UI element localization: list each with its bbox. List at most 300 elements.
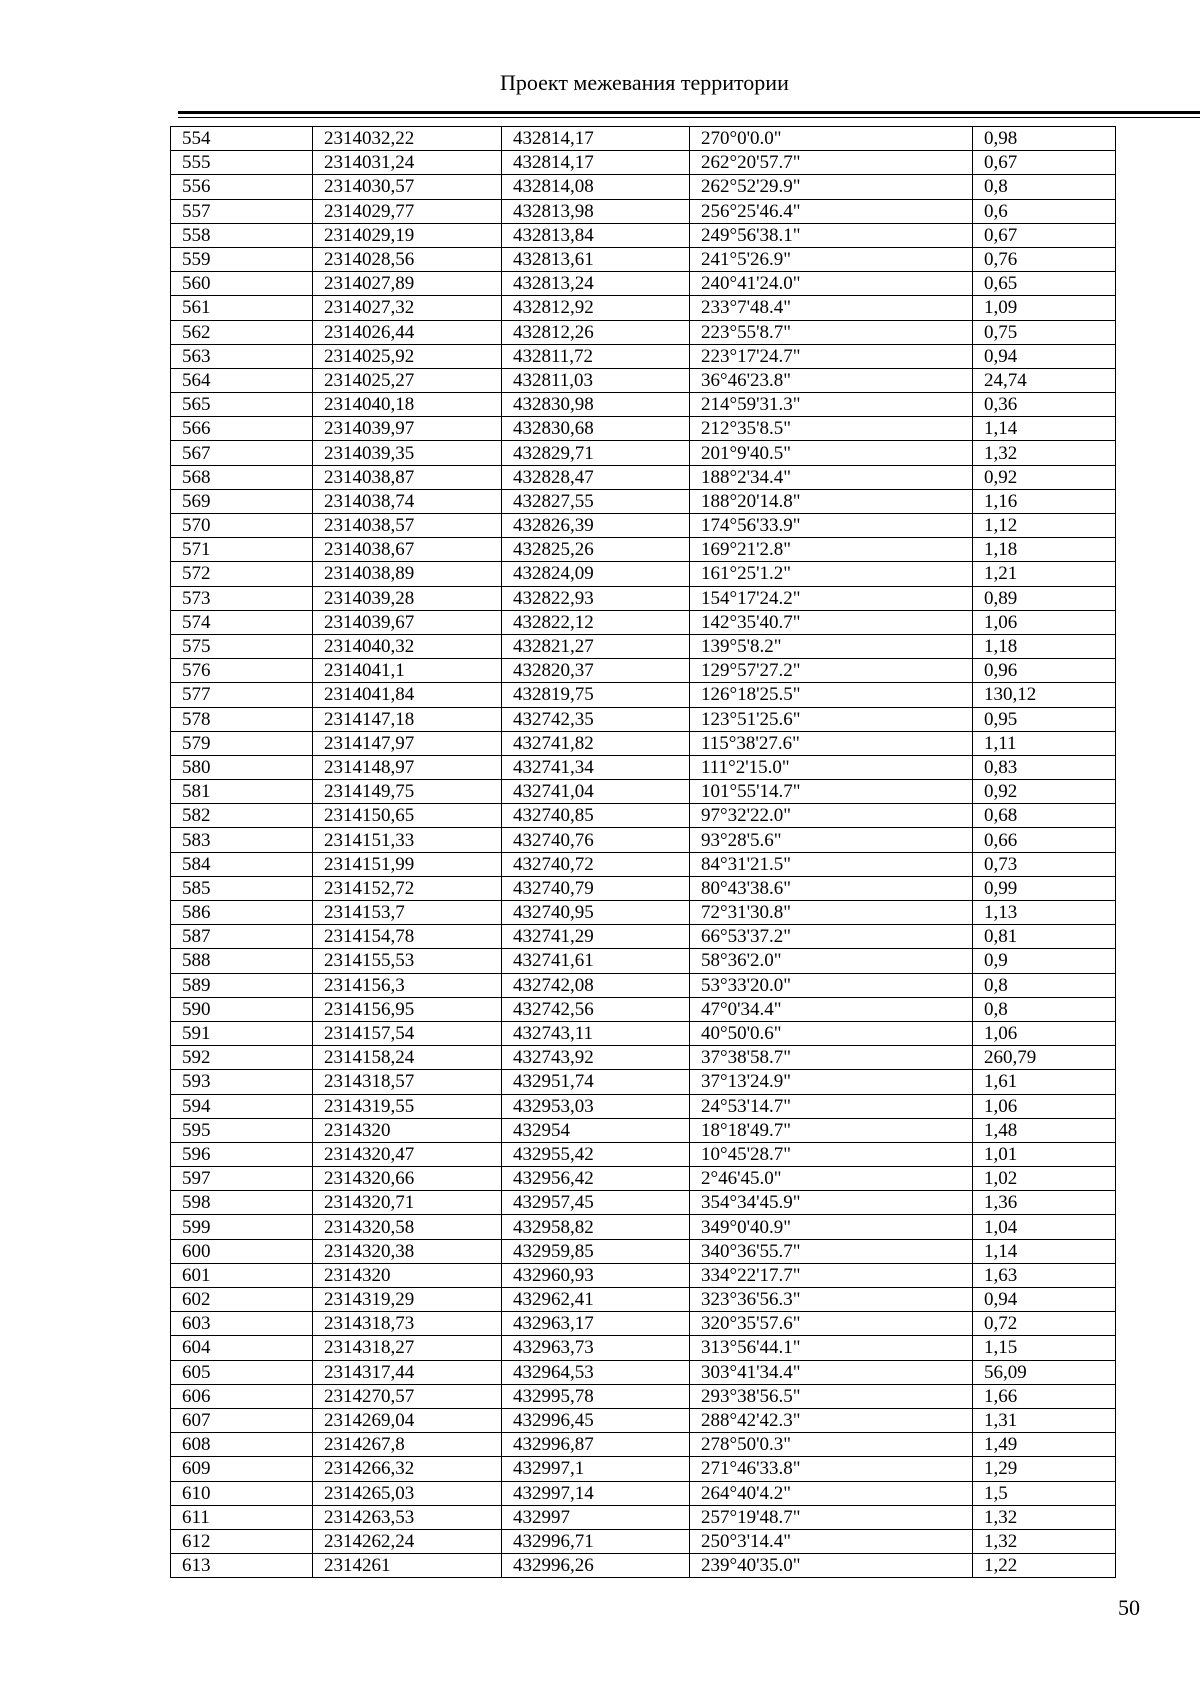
table-row [171,368,1116,392]
distance-cell: 130,12 [973,683,1116,707]
distance-cell: 1,11 [973,731,1116,755]
distance-cell: 56,09 [973,1360,1116,1384]
distance-cell: 0,94 [973,1288,1116,1312]
table-row [171,1529,1116,1553]
x-coordinate-cell: 2314032,22 [313,127,502,151]
bearing-cell: 303°41'34.4" [690,1360,973,1384]
page-header-title: Проект межевания территории [500,70,789,95]
bearing-cell: 18°18'49.7" [690,1118,973,1142]
bearing-cell: 66°53'37.2" [690,925,973,949]
table-row [171,1215,1116,1239]
distance-cell: 0,81 [973,925,1116,949]
point-number-cell: 562 [171,320,313,344]
table-row [171,1408,1116,1432]
point-number-cell: 598 [171,1191,313,1215]
bearing-cell: 223°17'24.7" [690,344,973,368]
point-number-cell: 556 [171,175,313,199]
x-coordinate-cell: 2314040,32 [313,634,502,658]
y-coordinate-cell: 432811,72 [502,344,690,368]
point-number-cell: 611 [171,1505,313,1529]
point-number-cell: 579 [171,731,313,755]
table-row [171,1070,1116,1094]
table-row [171,1046,1116,1070]
y-coordinate-cell: 432951,74 [502,1070,690,1094]
distance-cell: 0,96 [973,659,1116,683]
distance-cell: 1,21 [973,562,1116,586]
bearing-cell: 223°55'8.7" [690,320,973,344]
point-number-cell: 602 [171,1288,313,1312]
distance-cell: 1,06 [973,610,1116,634]
y-coordinate-cell: 432813,84 [502,223,690,247]
bearing-cell: 93°28'5.6" [690,828,973,852]
distance-cell: 1,01 [973,1142,1116,1166]
point-number-cell: 591 [171,1021,313,1045]
table-row [171,538,1116,562]
point-number-cell: 593 [171,1070,313,1094]
bearing-cell: 142°35'40.7" [690,610,973,634]
table-row [171,465,1116,489]
y-coordinate-cell: 432996,26 [502,1554,690,1578]
y-coordinate-cell: 432956,42 [502,1167,690,1191]
x-coordinate-cell: 2314029,19 [313,223,502,247]
bearing-cell: 24°53'14.7" [690,1094,973,1118]
point-number-cell: 569 [171,489,313,513]
x-coordinate-cell: 2314147,18 [313,707,502,731]
point-number-cell: 594 [171,1094,313,1118]
distance-cell: 1,18 [973,634,1116,658]
x-coordinate-cell: 2314262,24 [313,1529,502,1553]
x-coordinate-cell: 2314028,56 [313,247,502,271]
y-coordinate-cell: 432814,08 [502,175,690,199]
table-row [171,1239,1116,1263]
point-number-cell: 603 [171,1312,313,1336]
bearing-cell: 123°51'25.6" [690,707,973,731]
y-coordinate-cell: 432740,79 [502,876,690,900]
point-number-cell: 567 [171,441,313,465]
bearing-cell: 72°31'30.8" [690,901,973,925]
point-number-cell: 586 [171,901,313,925]
x-coordinate-cell: 2314025,27 [313,368,502,392]
bearing-cell: 293°38'56.5" [690,1384,973,1408]
table-row [171,1384,1116,1408]
bearing-cell: 354°34'45.9" [690,1191,973,1215]
point-number-cell: 588 [171,949,313,973]
distance-cell: 0,67 [973,151,1116,175]
bearing-cell: 313°56'44.1" [690,1336,973,1360]
x-coordinate-cell: 2314040,18 [313,393,502,417]
y-coordinate-cell: 432830,68 [502,417,690,441]
point-number-cell: 590 [171,997,313,1021]
distance-cell: 1,61 [973,1070,1116,1094]
x-coordinate-cell: 2314038,87 [313,465,502,489]
y-coordinate-cell: 432813,24 [502,272,690,296]
bearing-cell: 288°42'42.3" [690,1408,973,1432]
point-number-cell: 583 [171,828,313,852]
point-number-cell: 560 [171,272,313,296]
point-number-cell: 566 [171,417,313,441]
table-row [171,828,1116,852]
bearing-cell: 10°45'28.7" [690,1142,973,1166]
y-coordinate-cell: 432962,41 [502,1288,690,1312]
distance-cell: 1,29 [973,1457,1116,1481]
distance-cell: 0,75 [973,320,1116,344]
table-row [171,1554,1116,1578]
bearing-cell: 239°40'35.0" [690,1554,973,1578]
bearing-cell: 154°17'24.2" [690,586,973,610]
bearing-cell: 340°36'55.7" [690,1239,973,1263]
x-coordinate-cell: 2314320 [313,1118,502,1142]
y-coordinate-cell: 432826,39 [502,514,690,538]
bearing-cell: 256°25'46.4" [690,199,973,223]
table-row [171,1288,1116,1312]
y-coordinate-cell: 432955,42 [502,1142,690,1166]
table-row [171,852,1116,876]
x-coordinate-cell: 2314320,47 [313,1142,502,1166]
table-row [171,344,1116,368]
point-number-cell: 565 [171,393,313,417]
x-coordinate-cell: 2314031,24 [313,151,502,175]
x-coordinate-cell: 2314039,35 [313,441,502,465]
y-coordinate-cell: 432820,37 [502,659,690,683]
table-row [171,441,1116,465]
table-row [171,489,1116,513]
bearing-cell: 270°0'0.0" [690,127,973,151]
distance-cell: 0,6 [973,199,1116,223]
y-coordinate-cell: 432743,92 [502,1046,690,1070]
x-coordinate-cell: 2314147,97 [313,731,502,755]
x-coordinate-cell: 2314267,8 [313,1433,502,1457]
point-number-cell: 606 [171,1384,313,1408]
point-number-cell: 575 [171,634,313,658]
table-row [171,417,1116,441]
x-coordinate-cell: 2314319,29 [313,1288,502,1312]
point-number-cell: 585 [171,876,313,900]
y-coordinate-cell: 432819,75 [502,683,690,707]
bearing-cell: 212°35'8.5" [690,417,973,441]
point-number-cell: 559 [171,247,313,271]
point-number-cell: 597 [171,1167,313,1191]
table-row [171,1094,1116,1118]
distance-cell: 1,12 [973,514,1116,538]
x-coordinate-cell: 2314150,65 [313,804,502,828]
bearing-cell: 264°40'4.2" [690,1481,973,1505]
x-coordinate-cell: 2314261 [313,1554,502,1578]
y-coordinate-cell: 432742,08 [502,973,690,997]
bearing-cell: 40°50'0.6" [690,1021,973,1045]
distance-cell: 0,95 [973,707,1116,731]
distance-cell: 1,09 [973,296,1116,320]
y-coordinate-cell: 432827,55 [502,489,690,513]
distance-cell: 0,99 [973,876,1116,900]
x-coordinate-cell: 2314025,92 [313,344,502,368]
point-number-cell: 581 [171,780,313,804]
y-coordinate-cell: 432997,14 [502,1481,690,1505]
y-coordinate-cell: 432813,61 [502,247,690,271]
x-coordinate-cell: 2314263,53 [313,1505,502,1529]
bearing-cell: 249°56'38.1" [690,223,973,247]
point-number-cell: 613 [171,1554,313,1578]
x-coordinate-cell: 2314320,38 [313,1239,502,1263]
point-number-cell: 599 [171,1215,313,1239]
bearing-cell: 126°18'25.5" [690,683,973,707]
table-row [171,1142,1116,1166]
point-number-cell: 607 [171,1408,313,1432]
bearing-cell: 111°2'15.0" [690,755,973,779]
point-number-cell: 563 [171,344,313,368]
table-row [171,683,1116,707]
bearing-cell: 271°46'33.8" [690,1457,973,1481]
table-row [171,151,1116,175]
distance-cell: 0,66 [973,828,1116,852]
y-coordinate-cell: 432741,34 [502,755,690,779]
table-row [171,514,1116,538]
distance-cell: 1,66 [973,1384,1116,1408]
y-coordinate-cell: 432742,35 [502,707,690,731]
x-coordinate-cell: 2314038,74 [313,489,502,513]
y-coordinate-cell: 432812,26 [502,320,690,344]
x-coordinate-cell: 2314318,73 [313,1312,502,1336]
y-coordinate-cell: 432812,92 [502,296,690,320]
x-coordinate-cell: 2314148,97 [313,755,502,779]
bearing-cell: 233°7'48.4" [690,296,973,320]
bearing-cell: 58°36'2.0" [690,949,973,973]
bearing-cell: 97°32'22.0" [690,804,973,828]
point-number-cell: 554 [171,127,313,151]
distance-cell: 0,65 [973,272,1116,296]
y-coordinate-cell: 432821,27 [502,634,690,658]
y-coordinate-cell: 432954 [502,1118,690,1142]
x-coordinate-cell: 2314156,3 [313,973,502,997]
table-row [171,731,1116,755]
table-row [171,320,1116,344]
y-coordinate-cell: 432828,47 [502,465,690,489]
x-coordinate-cell: 2314320 [313,1263,502,1287]
point-number-cell: 568 [171,465,313,489]
bearing-cell: 161°25'1.2" [690,562,973,586]
table-row [171,1360,1116,1384]
y-coordinate-cell: 432825,26 [502,538,690,562]
y-coordinate-cell: 432811,03 [502,368,690,392]
y-coordinate-cell: 432814,17 [502,127,690,151]
table-row [171,1191,1116,1215]
point-number-cell: 557 [171,199,313,223]
table-row [171,876,1116,900]
x-coordinate-cell: 2314153,7 [313,901,502,925]
y-coordinate-cell: 432740,85 [502,804,690,828]
coordinates-table-body [171,127,1116,1578]
distance-cell: 24,74 [973,368,1116,392]
x-coordinate-cell: 2314026,44 [313,320,502,344]
table-row [171,1312,1116,1336]
table-row [171,610,1116,634]
point-number-cell: 576 [171,659,313,683]
bearing-cell: 262°20'57.7" [690,151,973,175]
x-coordinate-cell: 2314158,24 [313,1046,502,1070]
bearing-cell: 84°31'21.5" [690,852,973,876]
point-number-cell: 595 [171,1118,313,1142]
coordinates-table [170,126,1116,1578]
y-coordinate-cell: 432742,56 [502,997,690,1021]
bearing-cell: 250°3'14.4" [690,1529,973,1553]
x-coordinate-cell: 2314149,75 [313,780,502,804]
point-number-cell: 604 [171,1336,313,1360]
point-number-cell: 608 [171,1433,313,1457]
table-row [171,175,1116,199]
y-coordinate-cell: 432958,82 [502,1215,690,1239]
y-coordinate-cell: 432813,98 [502,199,690,223]
table-row [171,1336,1116,1360]
bearing-cell: 101°55'14.7" [690,780,973,804]
distance-cell: 0,72 [973,1312,1116,1336]
point-number-cell: 582 [171,804,313,828]
distance-cell: 1,02 [973,1167,1116,1191]
distance-cell: 1,49 [973,1433,1116,1457]
x-coordinate-cell: 2314156,95 [313,997,502,1021]
x-coordinate-cell: 2314318,27 [313,1336,502,1360]
table-row [171,223,1116,247]
x-coordinate-cell: 2314270,57 [313,1384,502,1408]
y-coordinate-cell: 432822,93 [502,586,690,610]
distance-cell: 0,68 [973,804,1116,828]
y-coordinate-cell: 432740,95 [502,901,690,925]
distance-cell: 1,36 [973,1191,1116,1215]
x-coordinate-cell: 2314041,1 [313,659,502,683]
bearing-cell: 36°46'23.8" [690,368,973,392]
bearing-cell: 257°19'48.7" [690,1505,973,1529]
table-row [171,127,1116,151]
distance-cell: 1,32 [973,441,1116,465]
y-coordinate-cell: 432996,87 [502,1433,690,1457]
point-number-cell: 572 [171,562,313,586]
x-coordinate-cell: 2314269,04 [313,1408,502,1432]
table-row [171,804,1116,828]
y-coordinate-cell: 432997 [502,1505,690,1529]
x-coordinate-cell: 2314317,44 [313,1360,502,1384]
bearing-cell: 115°38'27.6" [690,731,973,755]
header-rule-thick [178,111,1200,114]
distance-cell: 1,63 [973,1263,1116,1287]
x-coordinate-cell: 2314038,57 [313,514,502,538]
x-coordinate-cell: 2314266,32 [313,1457,502,1481]
header-rule-thin [178,117,1200,118]
bearing-cell: 278°50'0.3" [690,1433,973,1457]
point-number-cell: 610 [171,1481,313,1505]
table-row [171,780,1116,804]
x-coordinate-cell: 2314152,72 [313,876,502,900]
distance-cell: 1,32 [973,1529,1116,1553]
y-coordinate-cell: 432996,71 [502,1529,690,1553]
x-coordinate-cell: 2314155,53 [313,949,502,973]
table-row [171,1021,1116,1045]
y-coordinate-cell: 432996,45 [502,1408,690,1432]
bearing-cell: 320°35'57.6" [690,1312,973,1336]
point-number-cell: 573 [171,586,313,610]
table-row [171,925,1116,949]
point-number-cell: 580 [171,755,313,779]
distance-cell: 0,73 [973,852,1116,876]
y-coordinate-cell: 432740,72 [502,852,690,876]
bearing-cell: 53°33'20.0" [690,973,973,997]
bearing-cell: 188°20'14.8" [690,489,973,513]
distance-cell: 1,22 [973,1554,1116,1578]
distance-cell: 1,32 [973,1505,1116,1529]
distance-cell: 1,13 [973,901,1116,925]
y-coordinate-cell: 432997,1 [502,1457,690,1481]
x-coordinate-cell: 2314030,57 [313,175,502,199]
y-coordinate-cell: 432957,45 [502,1191,690,1215]
x-coordinate-cell: 2314041,84 [313,683,502,707]
point-number-cell: 564 [171,368,313,392]
distance-cell: 1,5 [973,1481,1116,1505]
table-row [171,1433,1116,1457]
distance-cell: 0,76 [973,247,1116,271]
point-number-cell: 558 [171,223,313,247]
table-row [171,1167,1116,1191]
table-row [171,1263,1116,1287]
point-number-cell: 574 [171,610,313,634]
point-number-cell: 609 [171,1457,313,1481]
table-row [171,1481,1116,1505]
distance-cell: 0,8 [973,175,1116,199]
x-coordinate-cell: 2314319,55 [313,1094,502,1118]
distance-cell: 0,98 [973,127,1116,151]
table-row [171,949,1116,973]
distance-cell: 260,79 [973,1046,1116,1070]
page-number: 50 [1118,1595,1140,1620]
point-number-cell: 555 [171,151,313,175]
y-coordinate-cell: 432740,76 [502,828,690,852]
bearing-cell: 240°41'24.0" [690,272,973,296]
y-coordinate-cell: 432741,04 [502,780,690,804]
distance-cell: 1,14 [973,1239,1116,1263]
point-number-cell: 561 [171,296,313,320]
distance-cell: 0,8 [973,973,1116,997]
x-coordinate-cell: 2314029,77 [313,199,502,223]
table-row [171,1505,1116,1529]
y-coordinate-cell: 432743,11 [502,1021,690,1045]
distance-cell: 1,18 [973,538,1116,562]
x-coordinate-cell: 2314038,67 [313,538,502,562]
bearing-cell: 169°21'2.8" [690,538,973,562]
bearing-cell: 37°38'58.7" [690,1046,973,1070]
table-row [171,659,1116,683]
distance-cell: 0,94 [973,344,1116,368]
bearing-cell: 174°56'33.9" [690,514,973,538]
point-number-cell: 570 [171,514,313,538]
distance-cell: 0,67 [973,223,1116,247]
point-number-cell: 584 [171,852,313,876]
distance-cell: 1,04 [973,1215,1116,1239]
table-row [171,562,1116,586]
y-coordinate-cell: 432829,71 [502,441,690,465]
bearing-cell: 201°9'40.5" [690,441,973,465]
distance-cell: 0,92 [973,780,1116,804]
table-row [171,997,1116,1021]
distance-cell: 0,89 [973,586,1116,610]
table-row [171,247,1116,271]
table-row [171,707,1116,731]
y-coordinate-cell: 432741,29 [502,925,690,949]
distance-cell: 0,36 [973,393,1116,417]
point-number-cell: 596 [171,1142,313,1166]
table-row [171,973,1116,997]
x-coordinate-cell: 2314039,67 [313,610,502,634]
x-coordinate-cell: 2314320,71 [313,1191,502,1215]
bearing-cell: 262°52'29.9" [690,175,973,199]
distance-cell: 0,8 [973,997,1116,1021]
point-number-cell: 601 [171,1263,313,1287]
bearing-cell: 139°5'8.2" [690,634,973,658]
